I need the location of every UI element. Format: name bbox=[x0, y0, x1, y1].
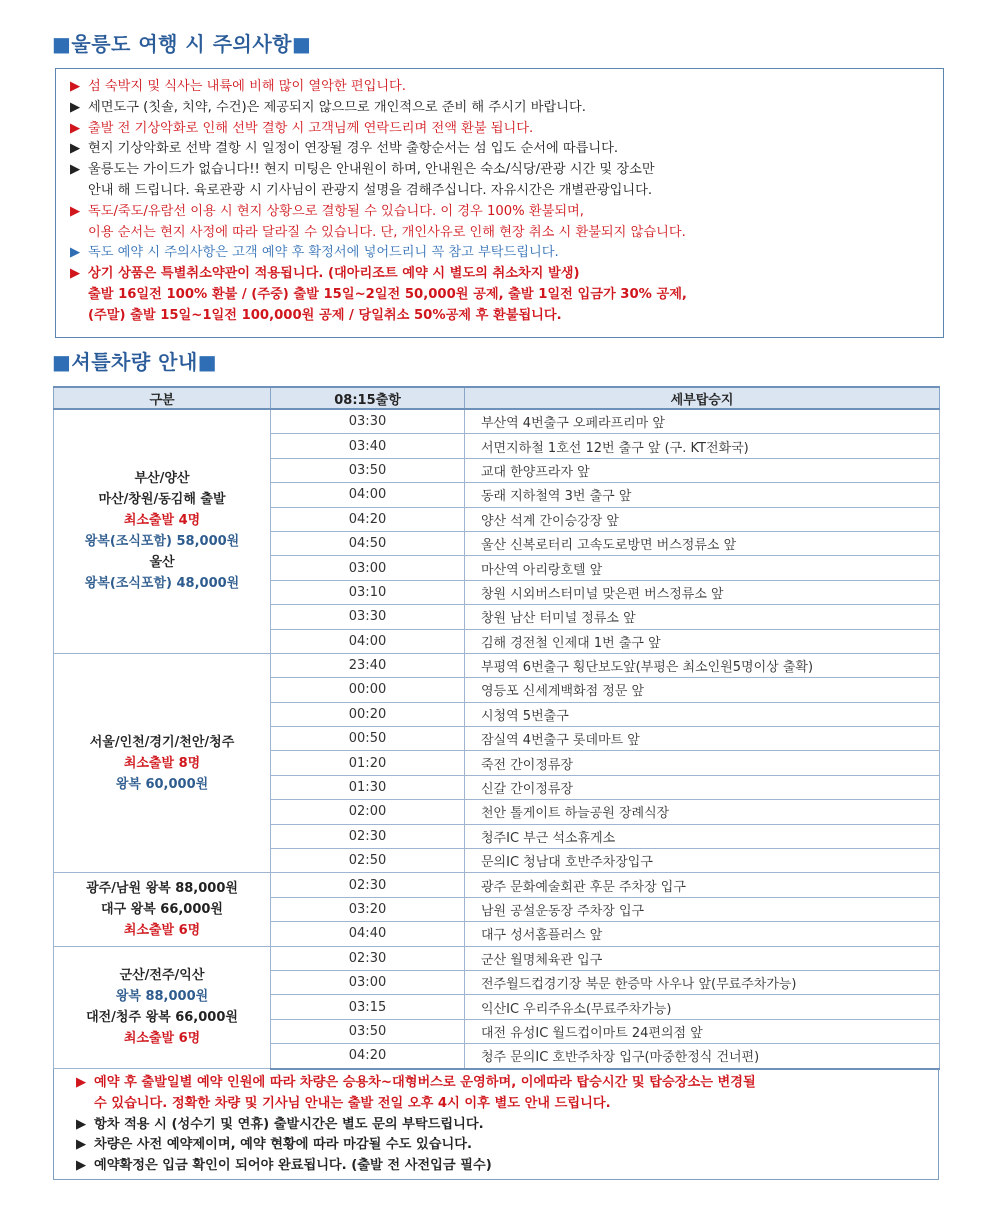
shuttle-table bbox=[53, 386, 940, 1070]
section-title-text: 울릉도 여행 시 주의사항 bbox=[71, 32, 292, 56]
departure-time: 02:30 bbox=[271, 824, 465, 848]
boarding-stop: 문의IC 청남대 호반주차장입구 bbox=[465, 849, 940, 873]
departure-time: 04:20 bbox=[271, 507, 465, 531]
table-row bbox=[54, 873, 940, 897]
departure-time: 03:50 bbox=[271, 1019, 465, 1043]
column-header: 구분 bbox=[54, 387, 271, 409]
departure-time: 03:20 bbox=[271, 897, 465, 921]
square-bullet-icon: ■ bbox=[52, 350, 72, 374]
square-bullet-icon: ■ bbox=[197, 350, 218, 374]
notice-item: ▶ 울릉도는 가이드가 없습니다!! 현지 미팅은 안내원이 하며, 안내원은 숙소/식당/관광 시간 및 장소만 bbox=[70, 160, 943, 181]
boarding-stop: 대구 성서홈플러스 앞 bbox=[465, 922, 940, 946]
triangle-bullet-icon: ▶ bbox=[70, 99, 81, 115]
departure-time: 23:40 bbox=[271, 653, 465, 677]
note-item: ▶ 항차 적용 시 (성수기 및 연휴) 출발시간은 별도 문의 부탁드립니다. bbox=[76, 1115, 938, 1136]
departure-time: 03:30 bbox=[271, 605, 465, 629]
table-row bbox=[54, 409, 940, 434]
region-line: 서울/인천/경기/천안/청주 bbox=[89, 734, 235, 750]
notice-item-continued: 이용 순서는 현지 사정에 따라 달라질 수 있습니다. 단, 개인사유로 인해 현장 취소 시 환불되지 않습니다. bbox=[88, 224, 686, 240]
boarding-stop: 천안 톨게이트 하늘공원 장례식장 bbox=[465, 800, 940, 824]
boarding-stop: 교대 한양프라자 앞 bbox=[465, 458, 940, 482]
boarding-stop: 영등포 신세계백화점 정문 앞 bbox=[465, 678, 940, 702]
region-cell bbox=[54, 873, 271, 946]
triangle-bullet-icon: ▶ bbox=[70, 120, 81, 136]
boarding-stop: 창원 남산 터미널 정류소 앞 bbox=[465, 605, 940, 629]
region-line: 왕복 88,000원 bbox=[115, 989, 209, 1005]
boarding-stop: 울산 신복로터리 고속도로방면 버스정류소 앞 bbox=[465, 531, 940, 555]
departure-time: 00:50 bbox=[271, 727, 465, 751]
section-title-shuttle bbox=[52, 346, 217, 375]
region-line: 군산/전주/익산 bbox=[119, 968, 205, 984]
notice-item: ▶ 상기 상품은 특별취소약관이 적용됩니다. (대아리조트 예약 시 별도의 취소차지 발생) bbox=[70, 264, 943, 285]
region-cell bbox=[54, 946, 271, 1068]
region-line: 부산/양산 bbox=[134, 471, 190, 487]
boarding-stop: 잠실역 4번출구 롯데마트 앞 bbox=[465, 727, 940, 751]
triangle-bullet-icon: ▶ bbox=[70, 162, 81, 178]
notice-item: ▶ 독도/죽도/유람선 이용 시 현지 상황으로 결항될 수 있습니다. 이 경우 100% 환불되며, bbox=[70, 202, 943, 223]
column-header: 세부탑승지 bbox=[465, 387, 940, 409]
note-item: ▶ 차량은 사전 예약제이며, 예약 현황에 따라 마감될 수도 있습니다. bbox=[76, 1135, 938, 1156]
precautions-box bbox=[55, 68, 944, 338]
departure-time: 03:50 bbox=[271, 458, 465, 482]
departure-time: 00:20 bbox=[271, 702, 465, 726]
region-cell bbox=[54, 653, 271, 873]
departure-time: 02:50 bbox=[271, 849, 465, 873]
departure-time: 04:50 bbox=[271, 531, 465, 555]
section-title-text: 셔틀차량 안내 bbox=[71, 350, 198, 374]
triangle-bullet-icon: ▶ bbox=[70, 141, 81, 157]
departure-time: 00:00 bbox=[271, 678, 465, 702]
region-line: 최소출발 4명 bbox=[123, 513, 201, 529]
notice-item-continued: (주말) 출발 15일~1일전 100,000원 공제 / 당일취소 50%공제 후 환불됩니다. bbox=[88, 307, 562, 323]
departure-time: 01:20 bbox=[271, 751, 465, 775]
boarding-stop: 시청역 5번출구 bbox=[465, 702, 940, 726]
departure-time: 04:40 bbox=[271, 922, 465, 946]
region-line: 광주/남원 왕복 88,000원 bbox=[86, 881, 238, 896]
boarding-stop: 전주월드컵경기장 북문 한증막 사우나 앞(무료주차가능) bbox=[465, 970, 940, 994]
region-line: 최소출발 8명 bbox=[123, 755, 201, 771]
square-bullet-icon: ■ bbox=[52, 32, 72, 56]
notice-item: ▶ 현지 기상악화로 선박 결항 시 일정이 연장될 경우 선박 출항순서는 섬 입도 순서에 따릅니다. bbox=[70, 139, 943, 160]
triangle-bullet-icon: ▶ bbox=[70, 79, 81, 94]
notice-item-continued: 안내 해 드립니다. 육로관광 시 기사님이 관광지 설명을 겸해주십니다. 자유시간은 개별관광입니다. bbox=[88, 182, 653, 198]
region-line: 마산/창원/동김해 출발 bbox=[98, 492, 226, 508]
notice-item: ▶ 독도 예약 시 주의사항은 고객 예약 후 확정서에 넣어드리니 꼭 참고 부탁드립니다. bbox=[70, 243, 943, 264]
boarding-stop: 남원 공설운동장 주차장 입구 bbox=[465, 897, 940, 921]
boarding-stop: 김해 경전철 인제대 1번 출구 앞 bbox=[465, 629, 940, 653]
boarding-stop: 군산 월명체육관 입구 bbox=[465, 946, 940, 970]
region-line: 최소출발 6명 bbox=[123, 923, 201, 938]
departure-time: 03:00 bbox=[271, 556, 465, 580]
table-header-row bbox=[54, 387, 940, 409]
boarding-stop: 신갈 간이정류장 bbox=[465, 775, 940, 799]
boarding-stop: 청주IC 부근 석소휴게소 bbox=[465, 824, 940, 848]
region-cell bbox=[54, 409, 271, 653]
note-item: ▶ 예약확정은 입금 확인이 되어야 완료됩니다. (출발 전 사전입금 필수) bbox=[76, 1156, 938, 1177]
departure-time: 04:20 bbox=[271, 1044, 465, 1069]
notice-item: ▶ 출발 전 기상악화로 인해 선박 결항 시 고객님께 연락드리며 전액 환불 됩니다. bbox=[70, 119, 943, 140]
triangle-bullet-icon: ▶ bbox=[76, 1116, 87, 1132]
triangle-bullet-icon: ▶ bbox=[76, 1137, 87, 1153]
note-item-continued: 수 있습니다. 정확한 차량 및 기사님 안내는 출발 전일 오후 4시 이후 별도 안내 드립니다. bbox=[94, 1095, 611, 1111]
departure-time: 04:00 bbox=[271, 483, 465, 507]
triangle-bullet-icon: ▶ bbox=[70, 266, 81, 282]
boarding-stop: 창원 시외버스터미널 맞은편 버스정류소 앞 bbox=[465, 580, 940, 604]
boarding-stop: 부평역 6번출구 횡단보도앞(부평은 최소인원5명이상 출확) bbox=[465, 653, 940, 677]
shuttle-notes-box bbox=[53, 1069, 939, 1180]
square-bullet-icon: ■ bbox=[292, 32, 312, 56]
boarding-stop: 광주 문화예술회관 후문 주차장 입구 bbox=[465, 873, 940, 897]
triangle-bullet-icon: ▶ bbox=[70, 245, 81, 261]
departure-time: 03:00 bbox=[271, 970, 465, 994]
note-item: ▶ 예약 후 출발일별 예약 인원에 따라 차량은 승용차~대형버스로 운영하며, 이에따라 탑승시간 및 탑승장소는 변경될 bbox=[76, 1073, 938, 1094]
notice-item-continued: 출발 16일전 100% 환불 / (주중) 출발 15일~2일전 50,000원 공제, 출발 1일전 입금가 30% 공제, bbox=[88, 286, 687, 302]
region-line: 울산 bbox=[149, 555, 175, 571]
departure-time: 03:40 bbox=[271, 434, 465, 458]
departure-time: 03:10 bbox=[271, 580, 465, 604]
triangle-bullet-icon: ▶ bbox=[70, 203, 81, 219]
triangle-bullet-icon: ▶ bbox=[76, 1075, 87, 1090]
departure-time: 03:30 bbox=[271, 409, 465, 434]
column-header: 08:15출항 bbox=[271, 387, 465, 409]
region-line: 최소출발 6명 bbox=[123, 1031, 201, 1047]
departure-time: 03:15 bbox=[271, 995, 465, 1019]
boarding-stop: 청주 문의IC 호반주차장 입구(마중한정식 건너편) bbox=[465, 1044, 940, 1069]
departure-time: 02:30 bbox=[271, 946, 465, 970]
region-line: 왕복(조식포함) 48,000원 bbox=[84, 576, 240, 592]
boarding-stop: 마산역 아리랑호텔 앞 bbox=[465, 556, 940, 580]
boarding-stop: 동래 지하철역 3번 출구 앞 bbox=[465, 483, 940, 507]
shuttle-table-body bbox=[54, 409, 940, 1069]
boarding-stop: 죽전 간이정류장 bbox=[465, 751, 940, 775]
boarding-stop: 양산 석계 간이승강장 앞 bbox=[465, 507, 940, 531]
table-row bbox=[54, 653, 940, 677]
triangle-bullet-icon: ▶ bbox=[76, 1158, 87, 1174]
table-row bbox=[54, 946, 940, 970]
boarding-stop: 대전 유성IC 월드컵이마트 24편의점 앞 bbox=[465, 1019, 940, 1043]
boarding-stop: 익산IC 우리주유소(무료주차가능) bbox=[465, 995, 940, 1019]
boarding-stop: 부산역 4번출구 오페라프리마 앞 bbox=[465, 409, 940, 434]
departure-time: 01:30 bbox=[271, 775, 465, 799]
departure-time: 02:00 bbox=[271, 800, 465, 824]
boarding-stop: 서면지하철 1호선 12번 출구 앞 (구. KT전화국) bbox=[465, 434, 940, 458]
region-line: 왕복 60,000원 bbox=[115, 776, 209, 792]
departure-time: 02:30 bbox=[271, 873, 465, 897]
section-title-precautions bbox=[52, 28, 311, 57]
region-line: 대전/청주 왕복 66,000원 bbox=[86, 1010, 238, 1026]
departure-time: 04:00 bbox=[271, 629, 465, 653]
notice-item: ▶ 섬 숙박지 및 식사는 내륙에 비해 많이 열악한 편입니다. bbox=[70, 77, 943, 98]
region-line: 대구 왕복 66,000원 bbox=[100, 902, 223, 917]
region-line: 왕복(조식포함) 58,000원 bbox=[84, 534, 240, 550]
notice-item: ▶ 세면도구 (칫솔, 치약, 수건)은 제공되지 않으므로 개인적으로 준비 해 주시기 바랍니다. bbox=[70, 98, 943, 119]
